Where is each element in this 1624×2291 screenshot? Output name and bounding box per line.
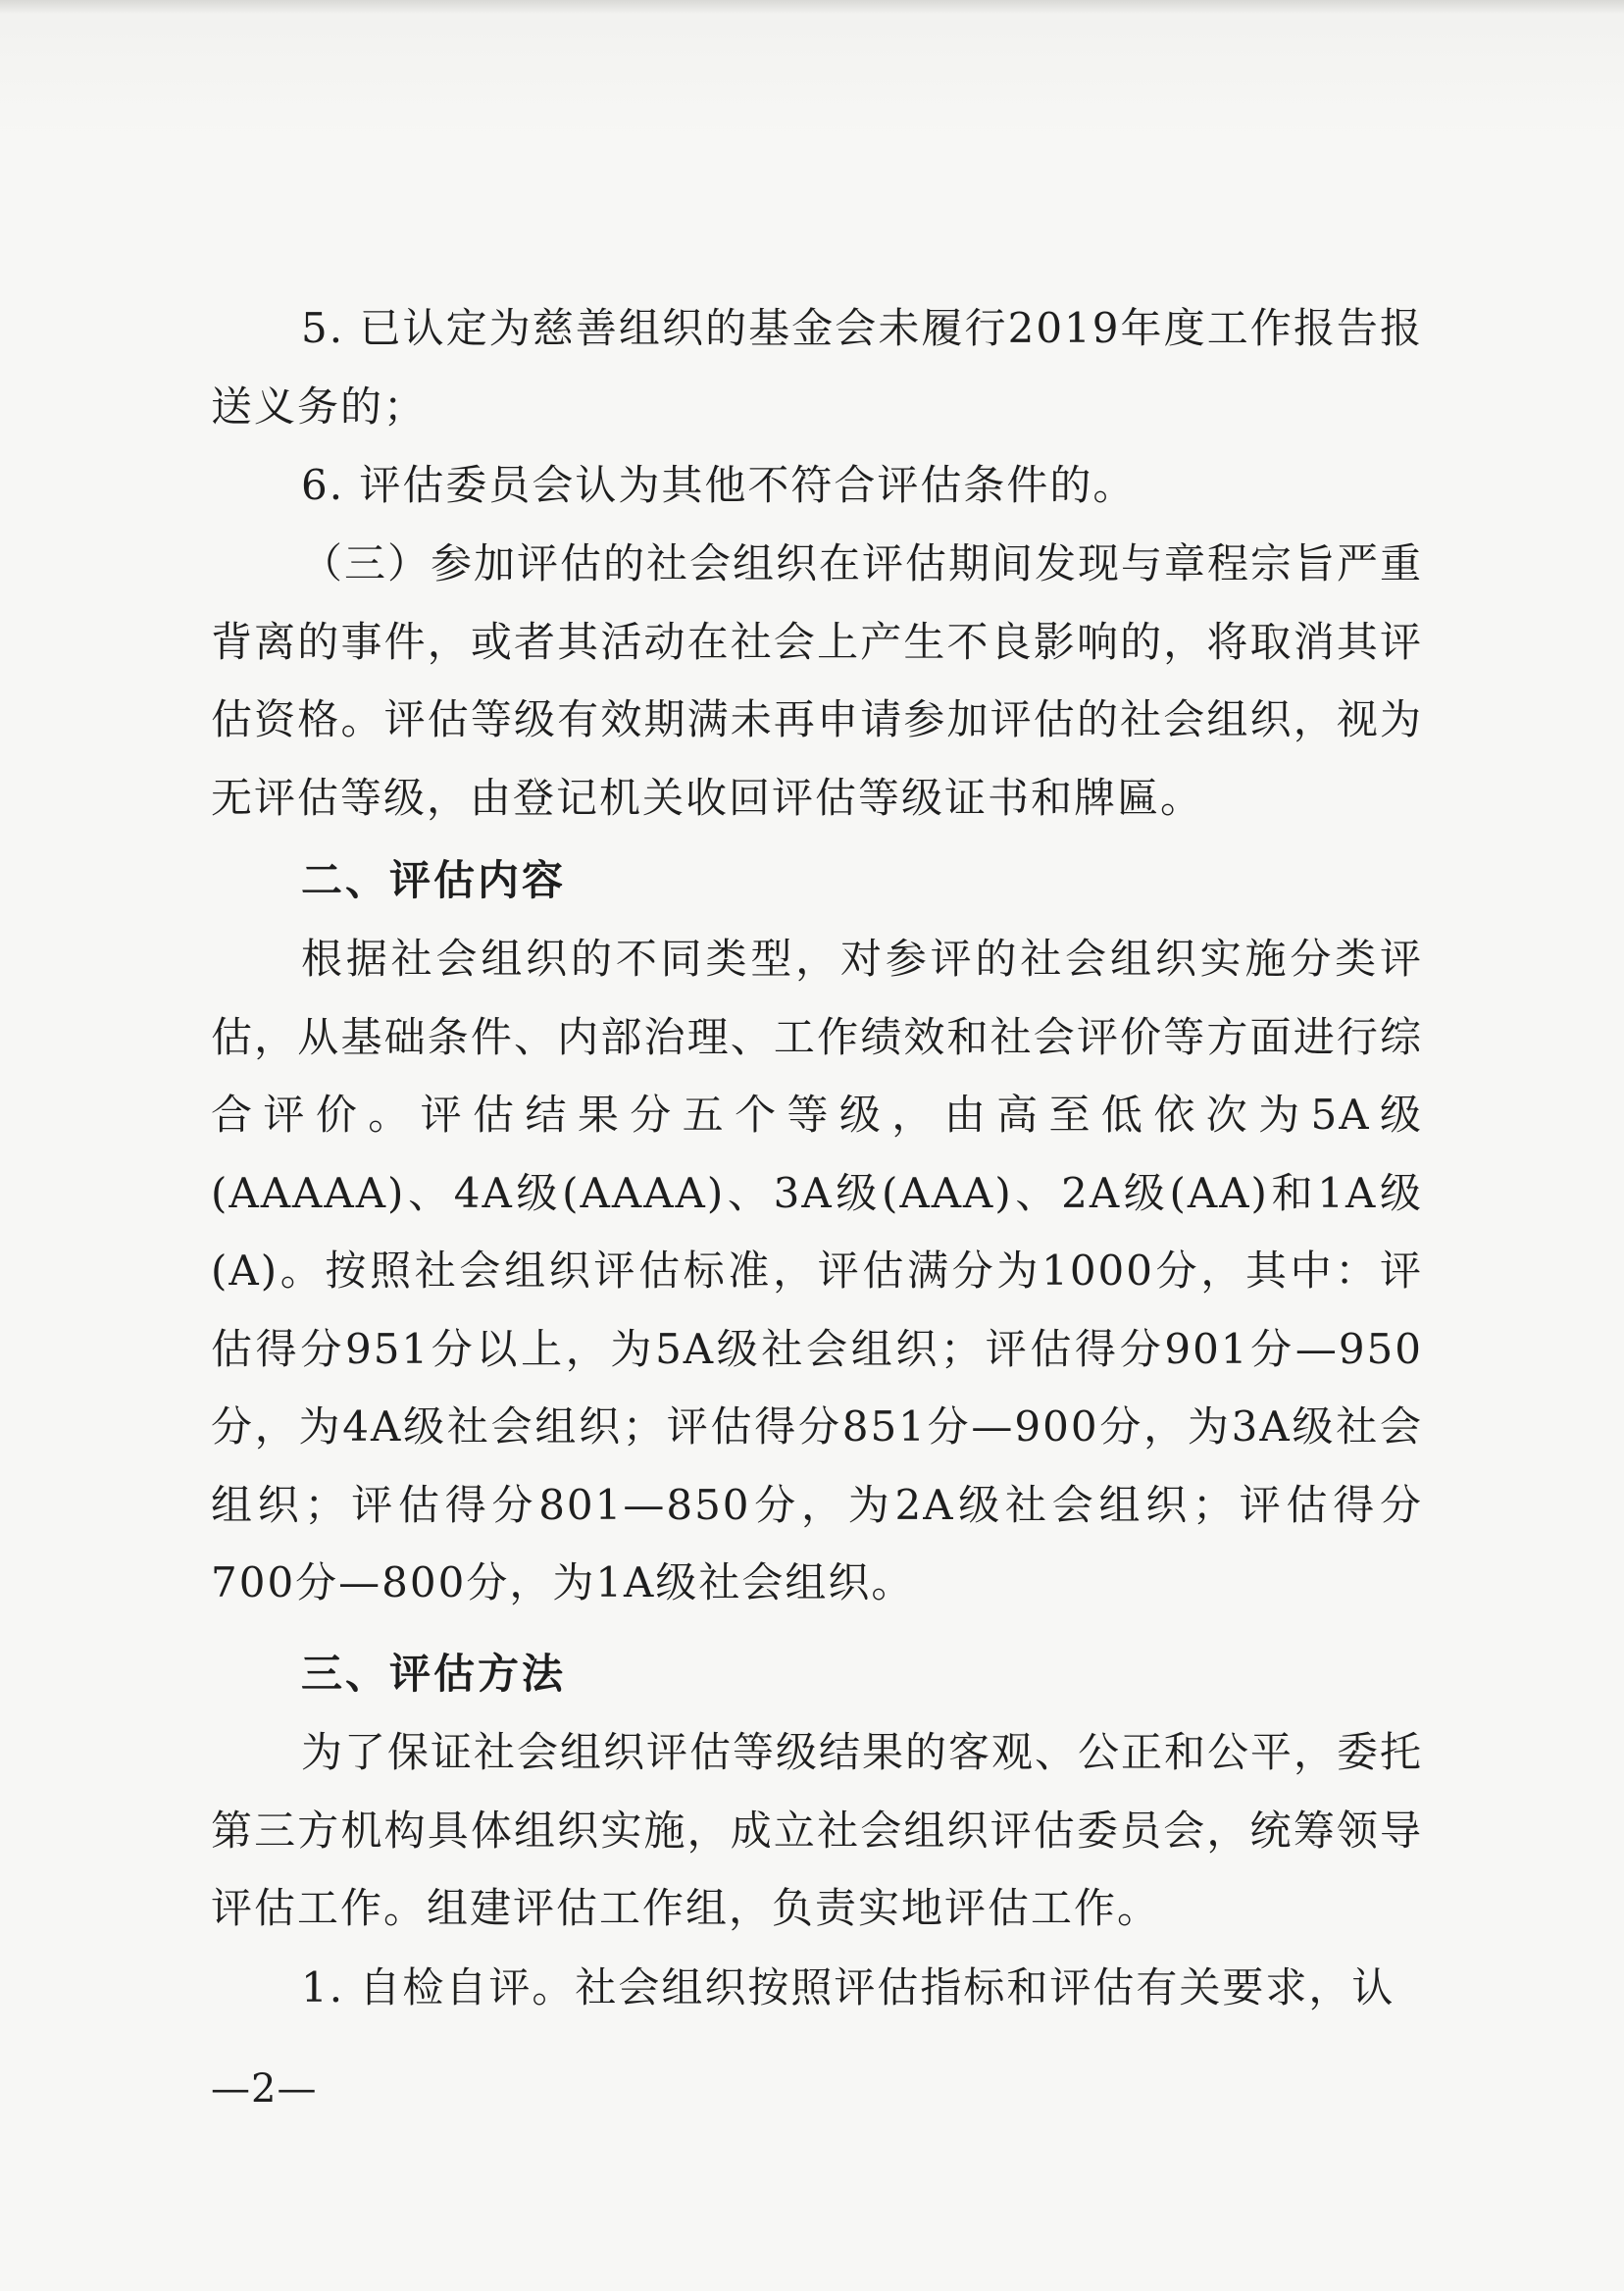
scan-edge (0, 0, 1624, 14)
paragraph-evaluation-content: 根据社会组织的不同类型，对参评的社会组织实施分类评估，从基础条件、内部治理、工作绩效和社会评价等方面进行综合评价。评估结果分五个等级，由高至低依次为5A级(AAAAA)、4A级(AAAA)、3A级(AAA)、2A级(AA)和1A级(A)。按照社会组织评估标准，评估满分为1000分，其中：评估得分951分以上，为5A级社会组织；评估得分901分—950分，为4A级社会组织；评估得分851分—900分，为3A级社会组织；评估得分801—850分，为2A级社会组织；评估得分700分—800分，为1A级社会组织。 (211, 935, 1423, 1606)
heading-evaluation-method: 三、评估方法 (301, 1650, 567, 1698)
page-number: —2— (211, 2066, 318, 2112)
heading-evaluation-content: 二、评估内容 (301, 856, 567, 904)
paragraph-item-6: 6. 评估委员会认为其他不符合评估条件的。 (301, 461, 1137, 509)
paragraph-evaluation-method: 为了保证社会组织评估等级结果的客观、公正和公平，委托第三方机构具体组织实施，成立社会组织评估委员会，统筹领导评估工作。组建评估工作组，负责实地评估工作。 (211, 1728, 1424, 1932)
paragraph-item-5: 5. 已认定为慈善组织的基金会未履行2019年度工作报告报送义务的； (211, 304, 1423, 431)
paragraph-section-3: （三）参加评估的社会组织在评估期间发现与章程宗旨严重背离的事件，或者其活动在社会上产生不良影响的，将取消其评估资格。评估等级有效期满未再申请参加评估的社会组织，视为无评估等级，由登记机关收回评估等级证书和牌匾。 (211, 539, 1424, 822)
paragraph-self-check: 1. 自检自评。社会组织按照评估指标和评估有关要求，认 (301, 1963, 1396, 2011)
